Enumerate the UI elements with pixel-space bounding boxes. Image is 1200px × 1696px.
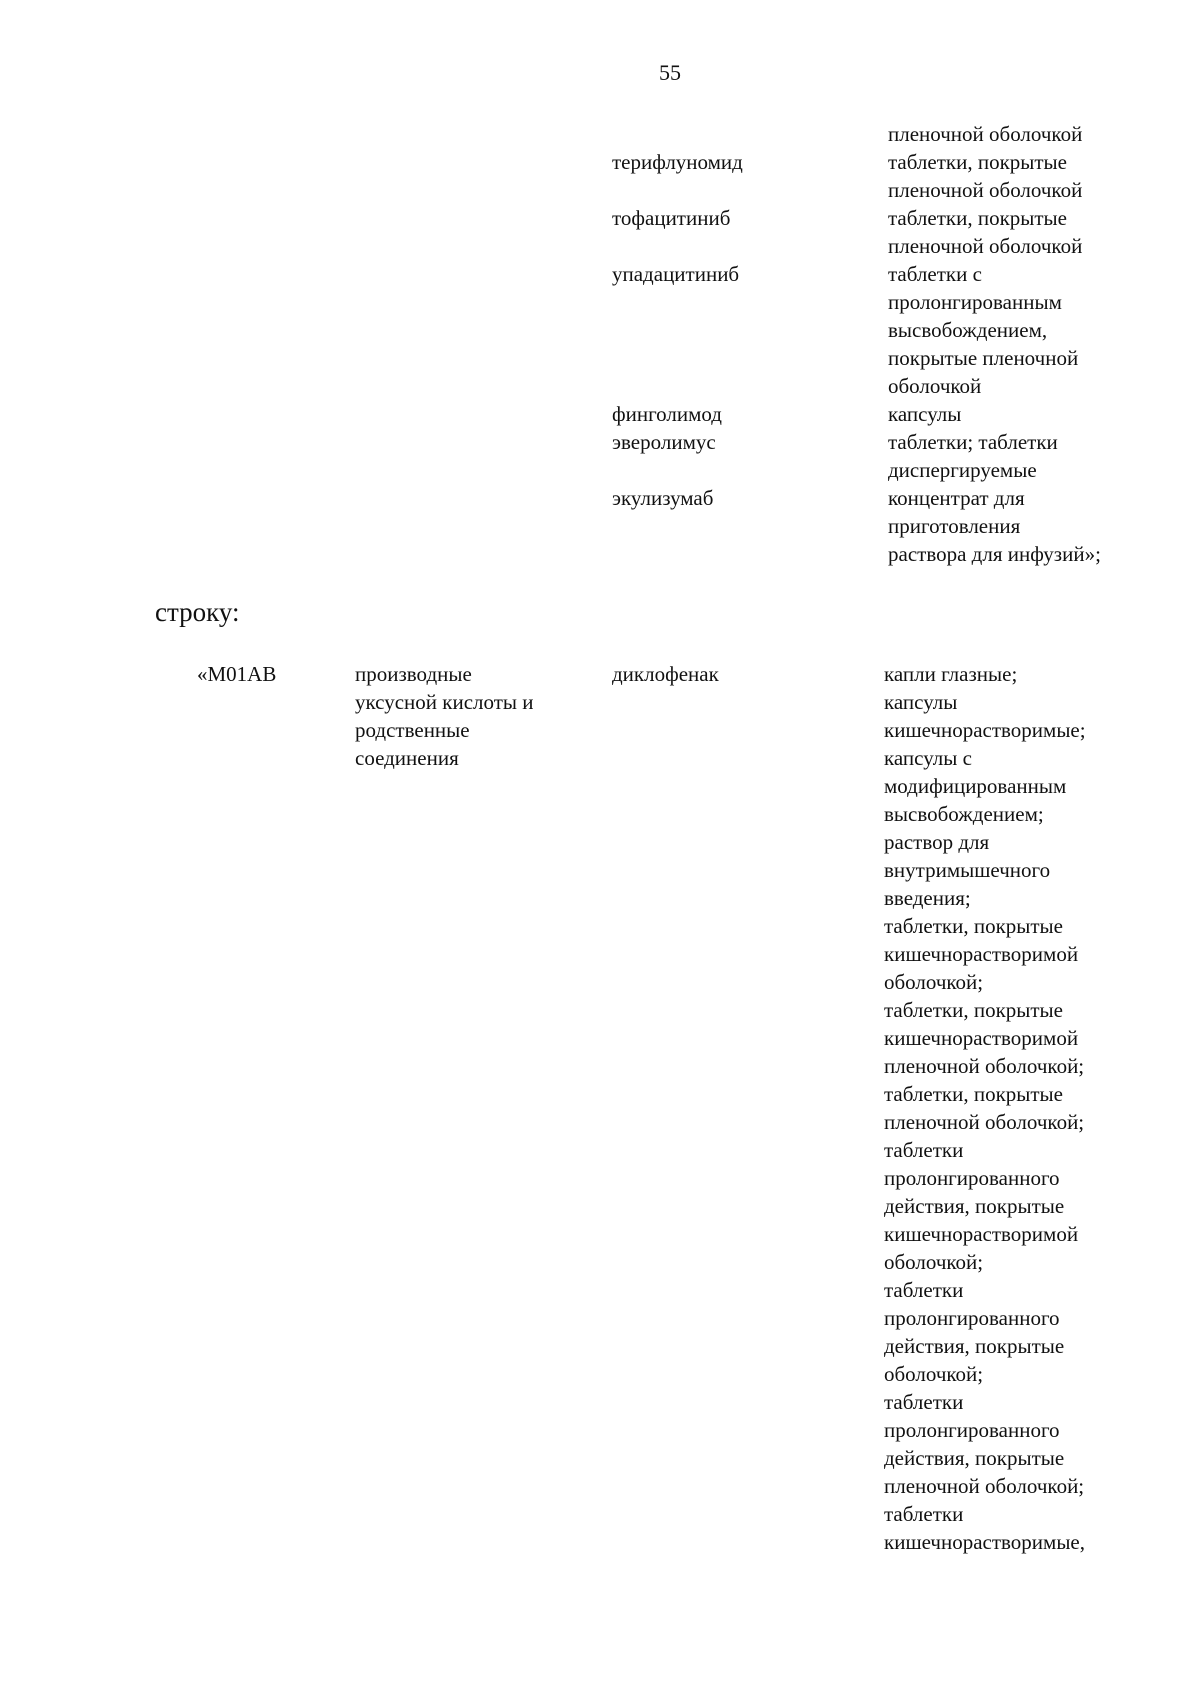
atc-code: «M01AB [197,662,277,686]
drug-name-upadacitinib: упадацитиниб [612,262,740,286]
drug-name-diclofenac: диклофенак [612,662,719,686]
form-line: оболочкой; [884,970,984,994]
form-line: таблетки, покрытые [884,998,1063,1022]
drug-name-everolimus: эверолимус [612,430,716,454]
form-line: кишечнорастворимой [884,1026,1079,1050]
form-line: концентрат для [888,486,1025,510]
form-line: введения; [884,886,971,910]
form-cell-3 [888,260,1188,400]
form-line: высвобождением; [884,802,1044,826]
form-line: действия, покрытые [884,1446,1065,1470]
form-cell-6 [888,484,1188,568]
drug-name-teriflunomide: терифлуномид [612,150,743,174]
form-line: таблетки [884,1390,964,1414]
form-line: внутримышечного [884,858,1051,882]
form-line: таблетки с [888,262,982,286]
form-line: пленочной оболочкой [888,234,1083,258]
form-line: приготовления [888,514,1021,538]
form-line: пленочной оболочкой [888,178,1083,202]
form-line: таблетки, покрытые [888,150,1067,174]
form-line: пролонгированного [884,1166,1060,1190]
form-line: таблетки, покрытые [884,1082,1063,1106]
form-line: таблетки; таблетки [888,430,1058,454]
form-line: таблетки [884,1502,964,1526]
form-line: кишечнорастворимые; [884,718,1086,742]
drug-name-tofacitinib: тофацитиниб [612,206,731,230]
form-line: капсулы [884,690,958,714]
form-cell-0 [888,120,1188,148]
form-cell-4 [888,400,1188,428]
form-line: капсулы [888,402,962,426]
form-line: высвобождением, [888,318,1048,342]
form-line: таблетки, покрытые [884,914,1063,938]
group-line: уксусной кислоты и [355,690,534,714]
form-line: таблетки [884,1138,964,1162]
form-line: пролонгированным [888,290,1062,314]
form-cell-2 [888,204,1188,260]
form-line: капсулы с [884,746,972,770]
group-name [355,660,534,772]
form-line: пролонгированного [884,1306,1060,1330]
form-line: таблетки, покрытые [888,206,1067,230]
form-line: раствор для [884,830,990,854]
dosage-forms [884,660,1086,1556]
form-line: кишечнорастворимой [884,1222,1079,1246]
form-line: оболочкой [888,374,982,398]
form-line: покрытые пленочной [888,346,1079,370]
form-line: кишечнорастворимой [884,942,1079,966]
form-line: кишечнорастворимые, [884,1530,1086,1554]
drug-name-eculizumab: экулизумаб [612,486,714,510]
form-cell-1 [888,148,1188,204]
group-line: соединения [355,746,459,770]
form-line: пленочной оболочкой; [884,1054,1085,1078]
form-line: действия, покрытые [884,1194,1065,1218]
form-line: пролонгированного [884,1418,1060,1442]
form-line: пленочной оболочкой; [884,1110,1085,1134]
section-label: строку: [155,597,240,627]
group-line: производные [355,662,472,686]
form-line: раствора для инфузий»; [888,542,1101,566]
form-line: капли глазные; [884,662,1018,686]
form-line: таблетки [884,1278,964,1302]
form-line: пленочной оболочкой [888,122,1083,146]
form-line: оболочкой; [884,1362,984,1386]
form-line: диспергируемые [888,458,1037,482]
drug-name-fingolimod: финголимод [612,402,722,426]
page-number: 55 [659,60,681,85]
form-cell-5 [888,428,1188,484]
group-line: родственные [355,718,470,742]
form-line: действия, покрытые [884,1334,1065,1358]
form-line: модифицированным [884,774,1067,798]
form-line: оболочкой; [884,1250,984,1274]
form-line: пленочной оболочкой; [884,1474,1085,1498]
